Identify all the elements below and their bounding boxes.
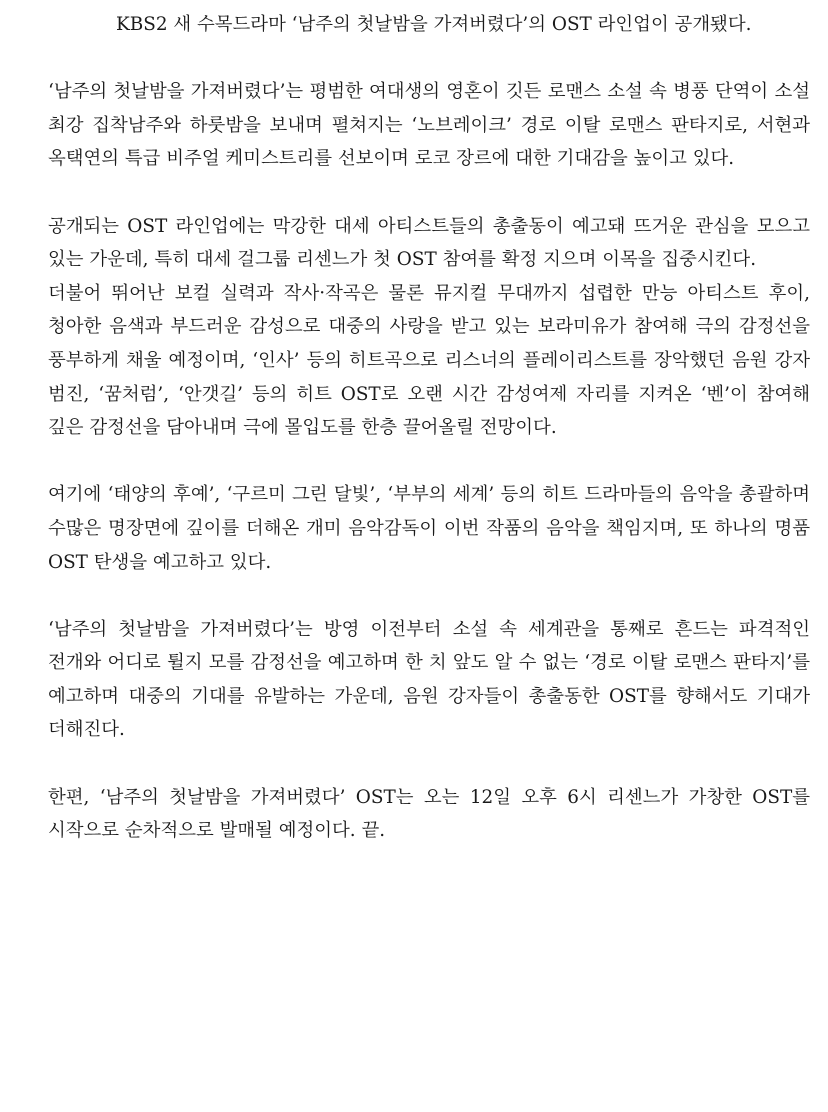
article-paragraph-1: KBS2 새 수목드라마 ‘남주의 첫날밤을 가져버렸다’의 OST 라인업이 공개됐다.: [116, 14, 752, 35]
article-paragraph-3: 공개되는 OST 라인업에는 막강한 대세 아티스트들의 총출동이 예고돼 뜨거운 관심을 모으고 있는 가운데, 특히 대세 걸그룹 리센느가 첫 OST 참여를 확정 지으며 이목을 집중시킨다.: [48, 215, 810, 271]
article-paragraph-6: ‘남주의 첫날밤을 가져버렸다’는 방영 이전부터 소설 속 세계관을 통째로 흔드는 파격적인 전개와 어디로 튈지 모를 감정선을 예고하며 한 치 앞도 알 수 없는 ‘경로 이탈 로맨스 판타지’를 예고하며 대중의 기대를 유발하는 가운데, 음원 강자들이 총출동한 OST를 향해서도 기대가 더해진다.: [48, 618, 810, 741]
paragraph-spacer: [48, 579, 810, 613]
article-body: [48, 8, 810, 848]
article-paragraph-4: 더불어 뛰어난 보컬 실력과 작사·작곡은 물론 뮤지컬 무대까지 섭렵한 만능 아티스트 후이, 청아한 음색과 부드러운 감성으로 대중의 사랑을 받고 있는 보라미유가 참여해 극의 감정선을 풍부하게 채울 예정이며, ‘인사’ 등의 히트곡으로 리스너의 플레이리스트를 장악했던 음원 강자 범진, ‘꿈처럼’, ‘안갯길’ 등의 히트 OST로 오랜 시간 감성여제 자리를 지켜온 ‘벤’이 참여해 깊은 감정선을 담아내며 극에 몰입도를 한층 끌어올릴 전망이다.: [48, 282, 810, 439]
paragraph-spacer: [48, 42, 810, 76]
paragraph-spacer: [48, 747, 810, 781]
paragraph-spacer: [48, 176, 810, 210]
article-paragraph-7: 한편, ‘남주의 첫날밤을 가져버렸다’ OST는 오는 12일 오후 6시 리센느가 가창한 OST를 시작으로 순차적으로 발매될 예정이다. 끝.: [48, 786, 810, 842]
article-paragraph-2: ‘남주의 첫날밤을 가져버렸다’는 평범한 여대생의 영혼이 깃든 로맨스 소설 속 병풍 단역이 소설 최강 집착남주와 하룻밤을 보내며 펼쳐지는 ‘노브레이크’ 경로 이탈 로맨스 판타지로, 서현과 옥택연의 특급 비주얼 케미스트리를 선보이며 로코 장르에 대한 기대감을 높이고 있다.: [48, 81, 810, 170]
paragraph-spacer: [48, 445, 810, 479]
article-paragraph-5: 여기에 ‘태양의 후예’, ‘구르미 그린 달빛’, ‘부부의 세계’ 등의 히트 드라마들의 음악을 총괄하며 수많은 명장면에 깊이를 더해온 개미 음악감독이 이번 작품의 음악을 책임지며, 또 하나의 명품 OST 탄생을 예고하고 있다.: [48, 484, 810, 573]
